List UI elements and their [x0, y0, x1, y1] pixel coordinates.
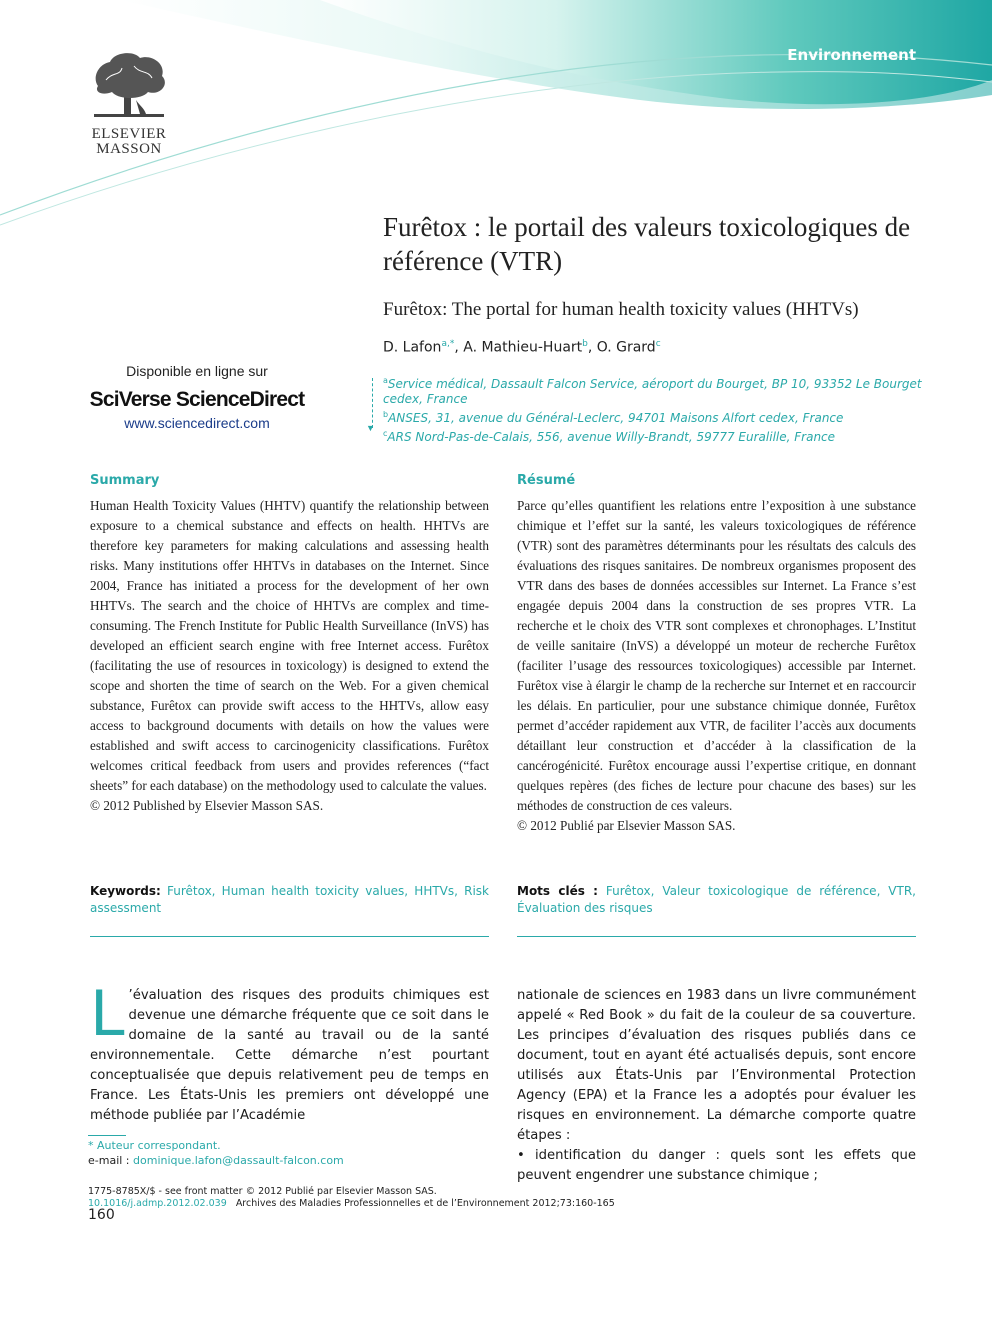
body-column-left: [90, 977, 489, 1126]
summary-body: [90, 496, 489, 816]
article-title-fr: Furêtox : le portail des valeurs toxicologiques de référence (VTR): [383, 212, 911, 276]
body-paragraph: ’évaluation des risques des produits chimiques est devenue une démarche fréquente que ce soit dans le domaine de la santé au travail ou de la santé environnementale. Cette démarche n’est pourtant conceptualisée que depuis relativement peu de temps en France. Les États-Unis les premiers ont développé une méthode publiée par l’Académie: [90, 988, 489, 1123]
footnote: [88, 1138, 344, 1168]
affiliation-item: $^b$ANSES, 31, avenue du Général-Leclerc, 94701 Maisons Alfort cedex, France: [383, 410, 844, 425]
resume-body: [517, 496, 916, 836]
section-label: Environnement: [787, 46, 916, 64]
affiliation-item: $^c$ARS Nord-Pas-de-Calais, 556, avenue Willy-Brandt, 59777 Euralille, France: [383, 429, 836, 444]
keywords-label: Keywords:: [90, 884, 161, 898]
affiliation-list: [383, 373, 923, 445]
author-affiliation-mark: c: [655, 339, 661, 349]
corresponding-author-note: * Auteur correspondant.: [88, 1139, 221, 1152]
dropcap-letter: L: [90, 977, 125, 1050]
author-email-link[interactable]: dominique.lafon@dassault-falcon.com: [133, 1154, 344, 1167]
resume-text: Parce qu’elles quantifient les relations entre l’exposition à une substance chimique et l’effet sur la santé, les valeurs toxicologiques de référence (VTR) sont des paramètres déterminants pour les résultats des calculs des évaluations des risques sanitaires. De nombreux organismes proposent des VTR dans des bases de données accessibles sur Internet. La France s’est engagée depuis 2004 dans la construction de ses propres VTR. La recherche et le choix des VTR sont complexes et chronophages. L’Institut de veille sanitaire (InVS) a développé un moteur de recherche Furêtox (faciliter l’usage des ressources toxicologiques) accessible par Internet. Furêtox vise à élargir le champ de la recherche sur Internet et en raccourcir les délais. En particulier, pour une substance chimique donnée, Furêtox permet d’accéder rapidement aux VTR, de faciliter l’accès aux documents détaillant leur construction et d’accéder à la classification de la cancérogénicité. Furêtox encourage aussi l’expertise critique, en donnant quelques repères (des fiches de lecture pour chacune des bases) sur les méthodes de construction de ces valeurs.: [517, 498, 916, 813]
resume-copyright: © 2012 Publié par Elsevier Masson SAS.: [517, 818, 736, 833]
publication-meta: [88, 1186, 615, 1210]
elsevier-tree-icon: [88, 50, 170, 122]
availability-block: [88, 363, 306, 431]
issn-line: 1775-8785X/$ - see front matter © 2012 Publié par Elsevier Masson SAS.: [88, 1186, 437, 1197]
author-affiliation-mark: a,*: [441, 339, 455, 349]
publisher-name-line2: MASSON: [96, 141, 162, 157]
doi-link[interactable]: 10.1016/j.admp.2012.02.039: [88, 1198, 227, 1209]
affiliation-connector: [372, 378, 374, 428]
resume-keywords: [517, 883, 916, 917]
body-column-right: [517, 986, 916, 1186]
journal-citation: Archives des Maladies Professionnelles et de l’Environnement 2012;73:160-165: [235, 1198, 615, 1209]
bullet-item: • identification du danger : quels sont les effets que peuvent engendrer une substance chimique ;: [517, 1148, 916, 1183]
summary-keywords: [90, 883, 489, 917]
resume-divider: [517, 936, 916, 937]
summary-divider: [90, 936, 489, 937]
elsevier-masson-logo: [88, 50, 170, 157]
author-affiliation-mark: b: [582, 339, 588, 349]
author-name: D. Lafon: [383, 339, 442, 356]
sciencedirect-logo: SciVerse ScienceDirect: [89, 388, 305, 411]
keywords-values: Furêtox, Human health toxicity values, HHTVs, Risk assessment: [90, 884, 489, 915]
summary-text: Human Health Toxicity Values (HHTV) quantify the relationship between exposure to a chemical substance and effects on health. HHTVs are therefore key parameters for making calculations and assessing health risks. Many institutions offer HHTVs in databases on the Internet. Since 2004, France has initiated a process for the development of her own HHTVs. The search and the choice of HHTVs are complex and time-consuming. The French Institute for Public Health Surveillance (InVS) has developed an efficient search engine with free Internet access. Furêtox (facilitating the use of resources in toxicology) is designed to extend the scope and shorten the time of search on the Web. For a given chemical substance, Furêtox can provide swift access to the HHTVs, allow easy access to background documents with details on how the values were established and swift access to carcinogenicity classifications. Furêtox welcomes critical feedback from users and provides references (“fact sheets” for each database) on the methodology used to calculate the values.: [90, 498, 489, 793]
author-name: A. Mathieu-Huart: [463, 339, 583, 356]
body-paragraph: nationale de sciences en 1983 dans un livre communément appelé « Red Book » du fait de la couleur de sa couverture. Les principes d’évaluation des risques publiés dans ce document, tout en ayant été actualisés depuis, sont encore utilisés aux États-Unis par l’Environmental Protection Agency (EPA) et la France les a adoptés pour évaluer les risques en environnement. La démarche comporte quatre étapes :: [517, 988, 916, 1143]
mots-cles-label: Mots clés :: [517, 884, 598, 898]
footnote-divider: [88, 1135, 126, 1136]
article-title-en: Furêtox: The portal for human health toxicity values (HHTVs): [383, 299, 859, 320]
publisher-name-line1: ELSEVIER: [91, 126, 167, 142]
sciencedirect-link[interactable]: www.sciencedirect.com: [124, 415, 270, 431]
page-number: 160: [88, 1207, 115, 1223]
summary-heading: Summary: [90, 473, 160, 488]
bullet-icon: •: [517, 1148, 525, 1163]
affiliation-arrow-icon: ▼: [366, 423, 375, 433]
summary-copyright: © 2012 Published by Elsevier Masson SAS.: [90, 798, 324, 813]
affiliation-item: $^a$Service médical, Dassault Falcon Service, aéroport du Bourget, BP 10, 93352 Le Bourget cedex, France: [383, 376, 922, 406]
mots-cles-values: Furêtox, Valeur toxicologique de référence, VTR, Évaluation des risques: [517, 884, 916, 915]
author-list: D. Lafon$^{a,*}$, A. Mathieu-Huart$^b$, O. Grard$^c$: [383, 339, 661, 356]
email-label: e-mail :: [88, 1154, 130, 1167]
availability-label: Disponible en ligne sur: [126, 363, 268, 379]
author-name: O. Grard: [596, 339, 656, 356]
resume-heading: Résumé: [517, 473, 576, 488]
